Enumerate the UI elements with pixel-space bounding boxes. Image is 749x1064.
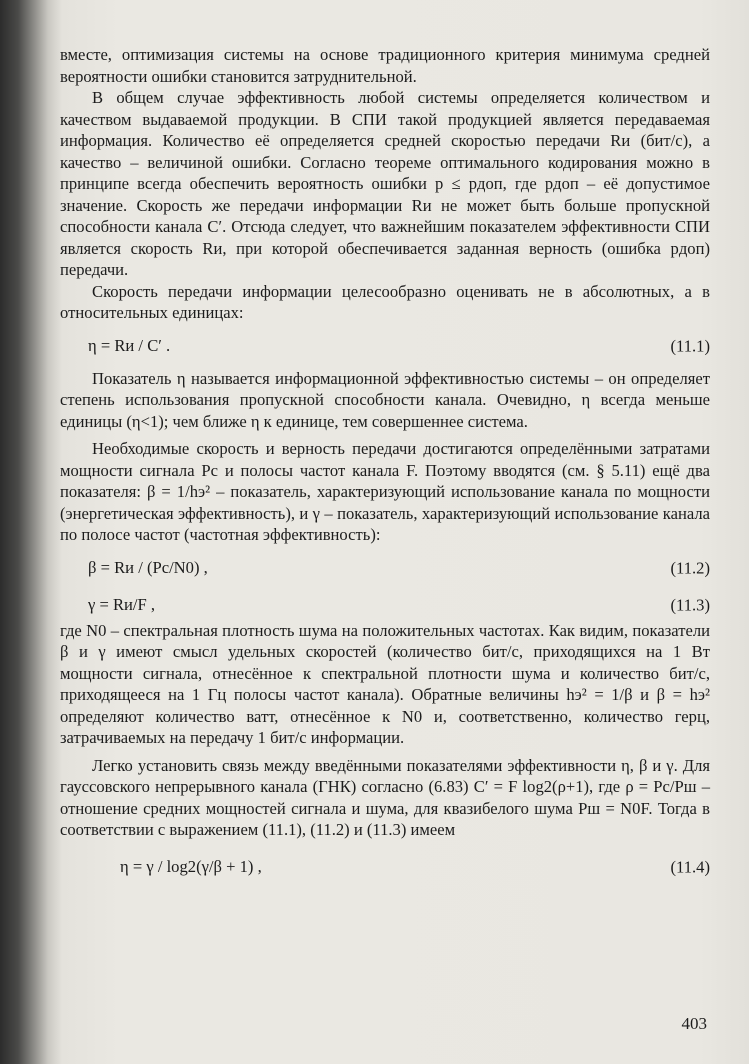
equation-11-2-number: (11.2)	[670, 557, 710, 577]
equation-11-1-number: (11.1)	[670, 335, 710, 355]
paragraph-1: вместе, оптимизация системы на основе традиционного критерия минимума средней вероятности ошибки становится затруднительной.	[60, 45, 710, 86]
paragraph-6: где N0 – спектральная плотность шума на положительных частотах. Как видим, показатели β и γ имеют смысл удельных скоростей (количество бит/с, приходящихся на 1 Вт мощности сигнала, отнесённое к спектральной плотности шума и количество бит/с, приходящееся на 1 Гц полосы частот канала). Обратные величины hэ² = 1/β и β = hэ² определяют количество ватт, отнесённое к N0 и, соответственно, количество герц, затрачиваемых на передачу 1 бит/с информации.	[60, 620, 710, 747]
equation-11-2-formula: β = Rи / (Pс/N0) ,	[88, 557, 208, 577]
equation-11-4-number: (11.4)	[670, 856, 710, 876]
equation-11-3	[60, 590, 710, 620]
body-text	[60, 44, 710, 893]
page-number: 403	[681, 1014, 707, 1033]
paragraph-2: В общем случае эффективность любой системы определяется количеством и качеством выдаваемой продукции. В СПИ такой продукцией является передаваемая информация. Количество её определяется средней скоростью передачи Rи (бит/с), а качество – величиной ошибки. Согласно теореме оптимального кодирования можно в принципе всегда обеспечить вероятность ошибки p ≤ pдоп, где pдоп – её допустимое значение. Скорость же передачи информации Rи не может быть больше пропускной способности канала C′. Отсюда следует, что важнейшим показателем эффективности СПИ является скорость Rи, при которой обеспечивается заданная верность (ошибка pдоп) передачи.	[60, 88, 710, 279]
equation-11-3-number: (11.3)	[670, 594, 710, 614]
paragraph-4: Показатель η называется информационной эффективностью системы – он определяет степень использования пропускной способности канала. Очевидно, η всегда меньше единицы (η<1); чем ближе η к единице, тем совершеннее система.	[60, 368, 710, 431]
equation-11-4	[60, 841, 710, 893]
equation-11-1	[60, 324, 710, 368]
equation-11-3-formula: γ = Rи/F ,	[88, 594, 156, 614]
equation-11-4-formula: η = γ / log2(γ/β + 1) ,	[120, 856, 262, 876]
paragraph-7: Легко установить связь между введёнными показателями эффективности η, β и γ. Для гауссовского непрерывного канала (ГНК) согласно (6.83) C′ = F log2(ρ+1), где ρ = Pс/Pш – отношение средних мощностей сигнала и шума, для квазибелого шума Pш = N0F. Тогда в соответствии с выражением (11.1), (11.2) и (11.3) имеем	[60, 755, 710, 839]
paragraph-3: Скорость передачи информации целесообразно оценивать не в абсолютных, а в относительных единицах:	[60, 281, 710, 322]
paragraph-5: Необходимые скорость и верность передачи достигаются определёнными затратами мощности сигнала Pс и полосы частот канала F. Поэтому вводятся (см. § 5.11) ещё два показателя: β = 1/hэ² – показатель, характеризующий использование канала по мощности (энергетическая эффективность), и γ – показатель, характеризующий использование канала по полосе частот (частотная эффективность):	[60, 439, 710, 544]
equation-11-2	[60, 546, 710, 590]
equation-11-1-formula: η = Rи / C′ .	[88, 335, 171, 355]
